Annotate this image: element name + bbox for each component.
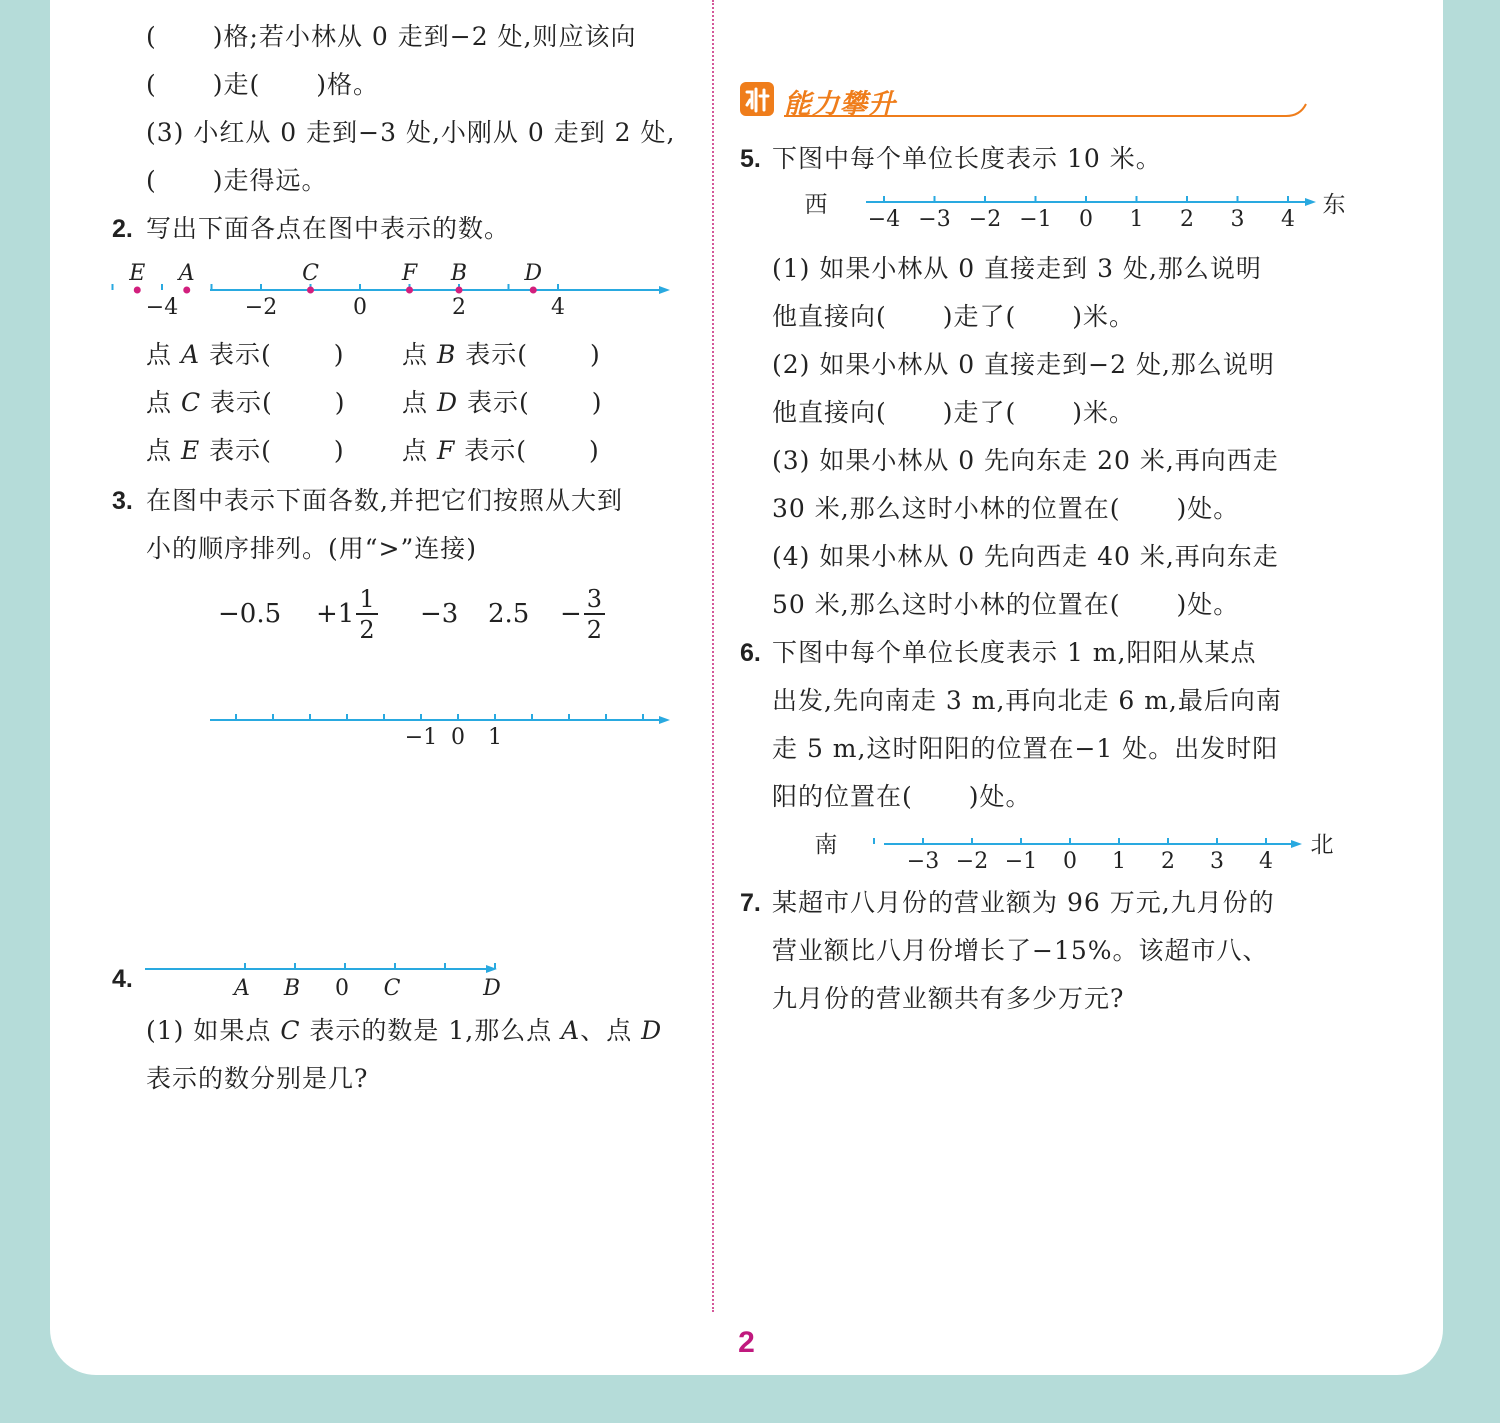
q5-tick-label: −4 — [867, 207, 901, 232]
q2-point-d — [530, 287, 537, 294]
q4-tick-label: A — [234, 976, 250, 1001]
q3-number: 3. — [112, 487, 133, 515]
q2-tick-label: −2 — [244, 295, 278, 320]
axis-south-label: 南 — [814, 832, 838, 858]
q2-text: 写出下面各点在图中表示的数。 — [146, 214, 511, 243]
q6-tick-label: 2 — [1161, 849, 1175, 874]
axis-arrow — [659, 286, 670, 294]
q5-s3-l2: 30 米,那么这时小林的位置在( )处。 — [772, 494, 1240, 523]
q5-tick-label: −3 — [918, 207, 951, 232]
q3-number-line — [160, 700, 670, 760]
q3-tick-label: 0 — [451, 725, 465, 750]
q4-number: 4. — [112, 965, 133, 993]
q2-tick-label: 0 — [353, 295, 367, 320]
q5-tick-label: 0 — [1079, 207, 1093, 232]
q1-line-b: ( )走( )格。 — [146, 70, 380, 99]
q6-tick-label: 4 — [1259, 849, 1273, 874]
q2-answer-f: 点 F 表示( ) — [402, 436, 600, 465]
q2-point-c — [307, 287, 314, 294]
q6-tick-label: −2 — [955, 849, 989, 874]
q2-point-f — [406, 287, 413, 294]
q3-line2: 小的顺序排列。(用“>”连接) — [146, 534, 478, 563]
q2-number-line — [129, 252, 670, 322]
q2-point-a — [183, 287, 190, 294]
q5-s4-l1: (4) 如果小林从 0 先向西走 40 米,再向东走 — [772, 542, 1279, 571]
q3-num-4: 2.5 — [488, 599, 530, 629]
q5-number: 5. — [740, 145, 761, 173]
q6-tick-label: −1 — [1004, 849, 1038, 874]
q2-answer-d: 点 D 表示( ) — [402, 388, 603, 417]
q6-l3: 走 5 m,这时阳阳的位置在−1 处。出发时阳 — [772, 734, 1279, 763]
q5-s1-l2: 他直接向( )走了( )米。 — [772, 302, 1136, 331]
q4-tick-label: 0 — [335, 976, 349, 1001]
q5-text: 下图中每个单位长度表示 10 米。 — [772, 144, 1162, 173]
q3-tick-label: 1 — [488, 725, 502, 750]
q3-num-3: −3 — [420, 599, 459, 629]
q5-tick-label: −1 — [1019, 207, 1052, 232]
q2-answer-c: 点 C 表示( ) — [146, 388, 346, 417]
worksheet-page — [50, 0, 1443, 1375]
q1-line-a: ( )格;若小林从 0 走到−2 处,则应该向 — [146, 22, 637, 51]
q5-tick-label: 2 — [1180, 207, 1194, 232]
q7-number: 7. — [740, 889, 761, 917]
q2-point-label: B — [450, 261, 468, 286]
page-number: 2 — [738, 1326, 755, 1359]
q4-tick-label: B — [283, 976, 301, 1001]
axis-arrow — [1291, 840, 1302, 848]
q6-tick-label: 1 — [1112, 849, 1126, 874]
q2-answer-a: 点 A 表示( ) — [146, 340, 345, 369]
q6-l4: 阳的位置在( )处。 — [772, 782, 1032, 811]
q3-num-2: +1 $\frac{1}{2}$ — [316, 584, 380, 644]
q2-point-label: D — [524, 261, 543, 286]
q5-s1-l1: (1) 如果小林从 0 直接走到 3 处,那么说明 — [772, 254, 1262, 283]
q5-tick-label: −2 — [968, 207, 1002, 232]
q5-s3-l1: (3) 如果小林从 0 先向东走 20 米,再向西走 — [772, 446, 1279, 475]
q5-tick-label: 3 — [1230, 207, 1245, 232]
q6-l1: 下图中每个单位长度表示 1 m,阳阳从某点 — [772, 638, 1257, 667]
q4-tick-label: C — [383, 976, 401, 1001]
q2-point-label: F — [401, 261, 418, 286]
q4-sub1-line2: 表示的数分别是几? — [146, 1064, 369, 1093]
q2-tick-label: 4 — [551, 295, 565, 320]
q3-numbers — [218, 584, 618, 646]
q2-point-label: C — [302, 261, 319, 286]
q2-number: 2. — [112, 215, 133, 243]
q5-tick-label: 4 — [1281, 207, 1295, 232]
q1-sub3-line1: (3) 小红从 0 走到−3 处,小刚从 0 走到 2 处, — [146, 118, 676, 147]
axis-east-label: 东 — [1322, 192, 1346, 218]
q6-tick-label: −3 — [906, 849, 940, 874]
q2-point-label: E — [129, 261, 146, 286]
q2-point-b — [456, 287, 463, 294]
axis-arrow — [659, 716, 670, 724]
q5-s4-l2: 50 米,那么这时小林的位置在( )处。 — [772, 590, 1240, 619]
q5-s2-l1: (2) 如果小林从 0 直接走到−2 处,那么说明 — [772, 350, 1275, 379]
q2-answer-e: 点 E 表示( ) — [146, 436, 345, 465]
q3-num-1: −0.5 — [218, 599, 282, 629]
axis-west-label: 西 — [804, 192, 828, 218]
q3-num-5: − $\frac{3}{2}$ — [560, 584, 607, 644]
q4-sub1-line1: (1) 如果点 C 表示的数是 1,那么点 A、点 D — [146, 1016, 663, 1045]
q7-l3: 九月份的营业额共有多少万元? — [772, 984, 1125, 1013]
section-title: 能力攀升 — [784, 89, 896, 119]
axis-north-label: 北 — [1310, 832, 1334, 858]
q7-l1: 某超市八月份的营业额为 96 万元,九月份的 — [772, 888, 1275, 917]
q5-number-line — [786, 184, 1346, 240]
q6-l2: 出发,先向南走 3 m,再向北走 6 m,最后向南 — [772, 686, 1282, 715]
q7-l2: 营业额比八月份增长了−15%。该超市八、 — [772, 936, 1269, 965]
q2-tick-label: 2 — [452, 295, 466, 320]
column-divider — [712, 0, 714, 1312]
axis-arrow — [1305, 198, 1316, 206]
q3-tick-label: −1 — [404, 725, 438, 750]
q6-tick-label: 0 — [1063, 849, 1077, 874]
q5-tick-label: 1 — [1129, 207, 1144, 232]
q4-tick-label: D — [483, 976, 501, 1001]
q1-sub3-line2: ( )走得远。 — [146, 166, 328, 195]
q5-s2-l2: 他直接向( )走了( )米。 — [772, 398, 1136, 427]
q2-point-e — [134, 287, 141, 294]
q6-number: 6. — [740, 639, 761, 667]
q6-tick-label: 3 — [1210, 849, 1224, 874]
q2-tick-label: −4 — [145, 295, 179, 320]
q6-number-line — [796, 824, 1334, 880]
q2-point-label: A — [178, 261, 195, 286]
q4-number-line — [140, 952, 510, 1004]
section-header — [738, 78, 1310, 120]
q3-line1: 在图中表示下面各数,并把它们按照从大到 — [146, 486, 623, 515]
q2-answer-b: 点 B 表示( ) — [402, 340, 601, 369]
